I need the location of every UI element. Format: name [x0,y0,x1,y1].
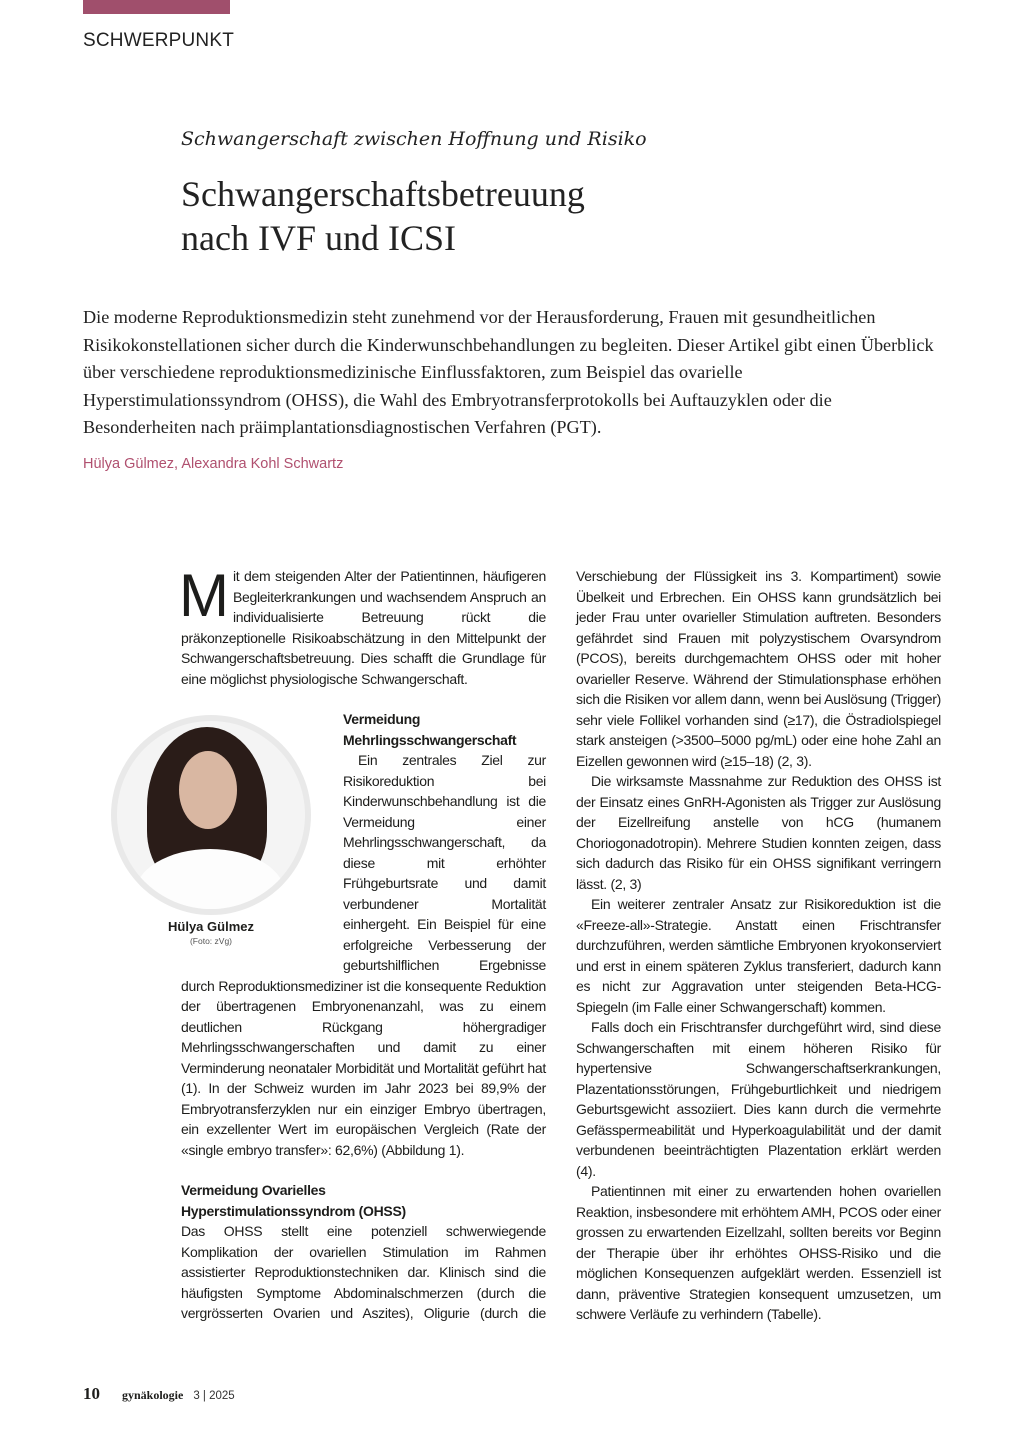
photo-caption-name: Hülya Gülmez [168,919,254,934]
paragraph: Die wirksamste Massnahme zur Reduktion des OHSS ist der Einsatz eines GnRH-Agonisten als Trigger zur Auslösung der Eizellreifung anstelle von hCG (humanem Choriogonadotropin). Mehrere Studien konnten zeigen, dass sich dadurch das Risiko für ein OHSS signifikant verringern lässt. (2, 3) [576,773,941,892]
title-line-2: nach IVF und ICSI [181,218,456,258]
section-accent-bar [83,0,230,14]
heading-ohss [181,1180,546,1221]
paragraph: Falls doch ein Frischtransfer durchgeführt wird, sind diese Schwangerschaften mit einem höheren Risiko für hypertensive Schwangerschaftserkrankungen, Plazentationsstörungen, Frühgeburtlichkeit und niedrigem Geburtsgewicht assoziiert. Dies kann durch die vermehrte Gefässpermeabilität und Hyperkoagulabilität und der damit verbundenen beeinträchtigten Plazentation erklärt werden (4). [576,1019,941,1179]
intro-paragraph [179,562,546,689]
author-photo [111,715,311,915]
title-line-1: Schwangerschaftsbetreuung [181,174,585,214]
journal-issue: 3 | 2025 [193,1390,235,1402]
article-kicker: Schwangerschaft zwischen Hoffnung und Risiko [181,128,647,150]
article-title [181,172,781,260]
heading-ohss-line1: Vermeidung Ovarielles [181,1182,326,1198]
intro-text: it dem steigenden Alter der Patientinnen, häufigeren Begleiterkrankungen und wachsendem Anspruch an individualisierte Betreuung rückt die präkonzeptionelle Risikoabschätzung in den Mittelpunkt der Schwangerschaftsbetreuung. Dies schafft die Grundlage für eine möglichst physiologische Schwangerschaft. [181,568,546,687]
paragraph: Patientinnen mit einer zu erwartenden hohen ovariellen Reaktion, insbesondere mit erhöhtem AMH, PCOS oder einer grossen zu erwartenden Eizellzahl, sollten bereits vor Beginn der Therapie über ihr erhöhtes OHSS-Risiko und die möglichen Konsequenzen aufgeklärt werden. Essenziell ist dann, präventive Strategien konsequent umzusetzen, um schwere Verläufe zu verhindern (Tabelle). [576,1183,941,1322]
paragraph: Ein zentrales Ziel zur Risikoreduktion bei Kinderwunschbehandlung ist die Vermeidung einer Mehrlingsschwangerschaft, da diese mit erhöhter Frühgeburtsrate und damit verbundener Mortalität einhergeht. Ein Beispiel für eine erfolgreiche Verbesserung der geburtshilflichen Ergebnisse durch Reproduktionsmediziner ist die konsequente Reduktion der übertragenen Embryonenanzahl, was zu einem deutlichen Rückgang höhergradiger Mehrlingsschwangerschaften und damit zu einer Verminderung neonataler Morbidität und Mortalität geführt hat (1). In der Schweiz wurden im Jahr 2023 bei 89,9% der Embryotransferzyklen nur ein einziger Embryo übertragen, ein exzellenter Wert im europäischen Vergleich (Rate der «single embryo transfer»: 62,6%) (Abbildung 1). [181,752,546,1158]
section-label: SCHWERPUNKT [83,30,235,51]
journal-name: gynäkologie [122,1388,184,1402]
article-lead: Die moderne Reproduktionsmedizin steht zunehmend vor der Herausforderung, Frauen mit gesundheitlichen Risikokonstellationen sicher durch die Kinderwunschbehandlungen zu begleiten. Dieser Artikel gibt einen Überblick über verschiedene reproduktionsmedizinische Einflussfaktoren, zum Beispiel das ovarielle Hyperstimulationssyndrom (OHSS), die Wahl des Embryotransferprotokolls bei Auftauzyklen oder die Besonderheiten nach präimplantationsdiagnostischen Verfahren (PGT). [83,307,934,438]
photo-credit: (Foto: zVg) [189,936,233,946]
author-photo-block [111,715,331,965]
paragraph: Ein weiterer zentraler Ansatz zur Risikoreduktion ist die «Freeze-all»-Strategie. Anstatt einen Frischtransfer durchzuführen, werden sämtliche Embryonen kryokonserviert und erst in einem späteren Zyklus transferiert, dadurch kann es nicht zur Aggravation unter steigenden Beta-HCG-Spiegeln (im Falle einer Schwangerschaft) kommen. [576,896,941,1015]
drop-cap: M [179,562,229,629]
article-authors: Hülya Gülmez, Alexandra Kohl Schwartz [83,456,344,472]
paragraph: Das OHSS stellt eine potenziell schwerwiegende Komplikation der ovariellen Stimulation im Rahmen assistierter Reproduktionstechniken dar. Klinisch sind die häufigsten Symptome Abdominalschmerzen (durch die vergrösserten Ovarien und Aszites), Oligurie (durch die Verschiebung der Flüssigkeit ins 3. Kompartiment) sowie Übelkeit und Erbrechen. Ein OHSS kann grundsätzlich bei jeder Frau unter ovarieller Stimulation auftreten. Besonders gefährdet sind Frauen mit polyzystischem Ovarsyndrom (PCOS), bereits durchgemachtem OHSS oder mit hoher ovarieller Reserve. Während der Stimulationsphase erhöhen sich die Risiken vor allem dann, wenn bei Auslösung (Trigger) sehr viele Follikel vorhanden sind (≥17), die Östradiolspiegel stark ansteigen (>3500–5000 pg/mL) oder eine hohe Zahl an Eizellen gewonnen wird (≥15–18) (2, 3). [181,568,941,1321]
article-body [168,562,941,1325]
page-number: 10 [83,1384,100,1403]
page-footer [83,1384,235,1404]
heading-mehrling: Vermeidung Mehrlingsschwangerschaft [343,711,517,748]
heading-ohss-line2: Hyperstimulationssyndrom (OHSS) [181,1202,406,1219]
